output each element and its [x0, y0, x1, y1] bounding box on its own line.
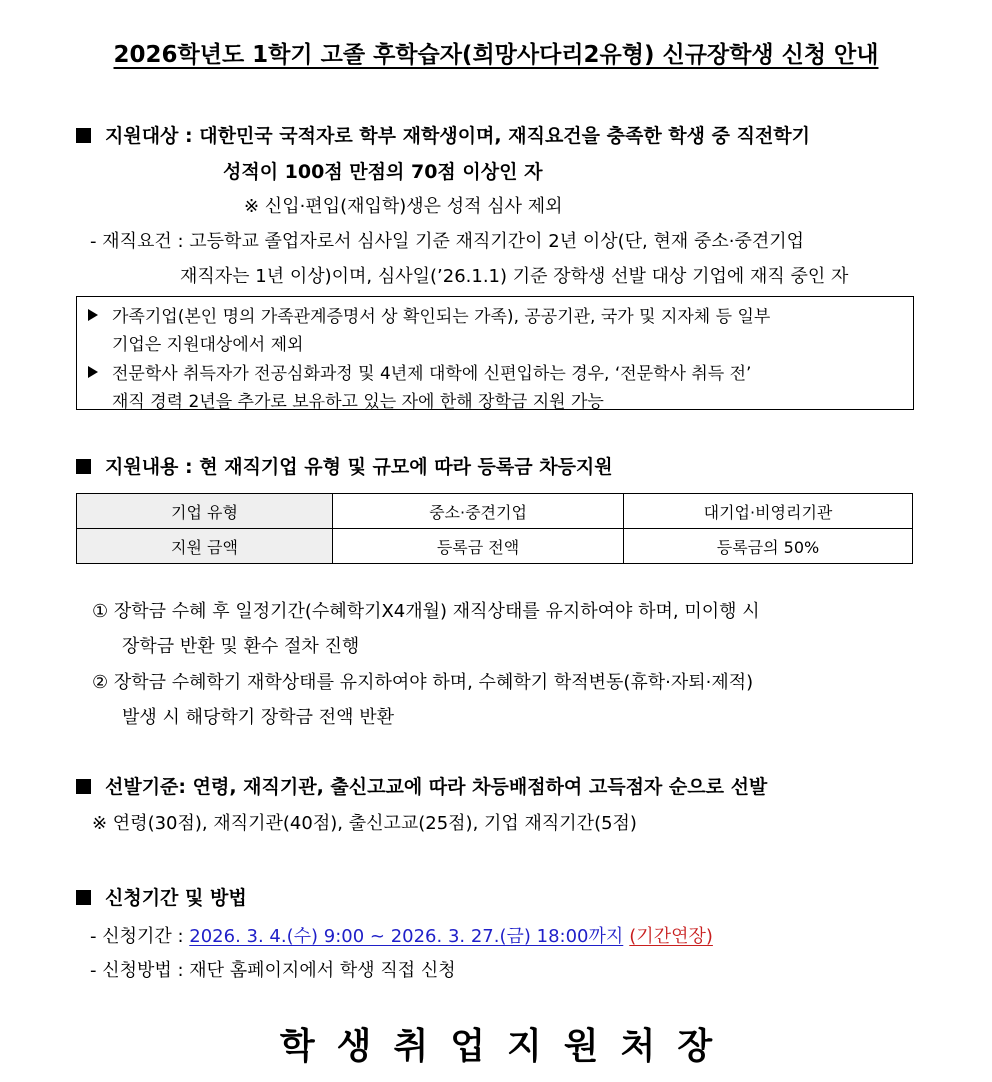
eligibility-heading: [76, 121, 810, 148]
support-heading-text: 지원내용 : 현 재직기업 유형 및 규모에 따라 등록금 차등지원: [105, 456, 613, 478]
eligibility-note: ※ 신입·편입(재입학)생은 성적 심사 제외: [244, 196, 563, 217]
box-item-2: [88, 359, 751, 384]
triangle-bullet-icon: [88, 366, 98, 378]
support-note-2-line2: 발생 시 해당학기 장학금 전액 반환: [122, 707, 395, 728]
selection-heading: [76, 772, 767, 799]
selection-heading-text: 선발기준: 연령, 재직기관, 출신고교에 따라 차등배점하여 고득점자 순으로 선발: [105, 776, 768, 798]
selection-note: ※ 연령(30점), 재직기관(40점), 출신고교(25점), 기업 재직기간(5점): [92, 813, 637, 834]
box-item-2-line2: 재직 경력 2년을 추가로 보유하고 있는 자에 한해 장학금 지원 가능: [112, 392, 604, 412]
support-note-2-line1: ② 장학금 수혜학기 재학상태를 유지하여야 하며, 수혜학기 학적변동(휴학·자퇴·제적): [92, 672, 754, 693]
square-bullet-icon: [76, 890, 91, 905]
box-item-1-line1: 가족기업(본인 명의 가족관계증명서 상 확인되는 가족), 공공기관, 국가 및 지자체 등 일부: [112, 307, 771, 327]
table-cell: 지원 금액: [77, 529, 333, 564]
box-item-1-line2: 기업은 지원대상에서 제외: [112, 335, 304, 355]
box-item-2-line1: 전문학사 취득자가 전공심화과정 및 4년제 대학에 신편입하는 경우, ‘전문학사 취득 전’: [112, 364, 752, 384]
support-note-1-line1: ① 장학금 수혜 후 일정기간(수혜학기X4개월) 재직상태를 유지하여야 하며, 미이행 시: [92, 601, 760, 622]
triangle-bullet-icon: [88, 309, 98, 321]
application-period: [90, 922, 713, 948]
table-cell: 등록금 전액: [333, 529, 624, 564]
table-row: [77, 529, 913, 564]
issuing-office: 학생취업지원처장: [279, 1026, 735, 1067]
employment-requirement-line1: - 재직요건 : 고등학교 졸업자로서 심사일 기준 재직기간이 2년 이상(단, 현재 중소·중견기업: [90, 231, 804, 252]
employment-requirement-line2: 재직자는 1년 이상)이며, 심사일(’26.1.1) 기준 장학생 선발 대상 기업에 재직 중인 자: [180, 266, 849, 287]
square-bullet-icon: [76, 128, 91, 143]
page-title: 2026학년도 1학기 고졸 후학습자(희망사다리2유형) 신규장학생 신청 안내: [113, 42, 879, 68]
application-period-extension: (기간연장): [629, 926, 713, 947]
box-item-1: [88, 302, 770, 327]
table-cell: 등록금의 50%: [624, 529, 913, 564]
eligibility-heading-line1: 지원대상 : 대한민국 국적자로 학부 재학생이며, 재직요건을 충족한 학생 중 직전학기: [105, 125, 811, 147]
table-cell: 기업 유형: [77, 494, 333, 529]
eligibility-heading-line2: 성적이 100점 만점의 70점 이상인 자: [223, 161, 543, 183]
table-cell: 중소·중견기업: [333, 494, 624, 529]
support-note-1-line2: 장학금 반환 및 환수 절차 진행: [122, 636, 360, 657]
application-method: - 신청방법 : 재단 홈페이지에서 학생 직접 신청: [90, 960, 456, 981]
support-amount-table: [76, 493, 913, 564]
square-bullet-icon: [76, 459, 91, 474]
support-heading: [76, 452, 613, 479]
square-bullet-icon: [76, 779, 91, 794]
table-row: [77, 494, 913, 529]
application-period-value: 2026. 3. 4.(수) 9:00 ~ 2026. 3. 27.(금) 18:00까지: [189, 926, 624, 947]
application-period-label: - 신청기간 :: [90, 926, 190, 947]
table-cell: 대기업·비영리기관: [624, 494, 913, 529]
application-heading-text: 신청기간 및 방법: [105, 887, 247, 909]
application-heading: [76, 883, 247, 910]
